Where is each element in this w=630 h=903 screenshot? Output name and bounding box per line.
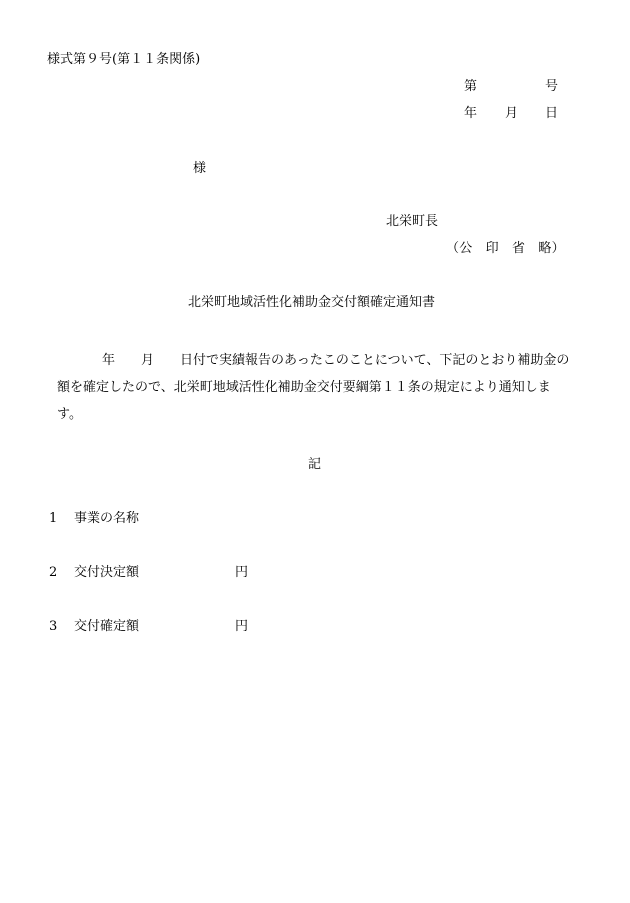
date-day-label: 日 (545, 106, 559, 121)
item-label: 事業の名称 (74, 511, 140, 526)
body-paragraph (47, 347, 587, 428)
item-unit: 円 (235, 619, 249, 634)
form-number: 様式第９号(第１１条関係) (47, 52, 201, 67)
seal-omitted-note: （公 印 省 略） (446, 241, 565, 256)
document-number-label: 第 (464, 79, 478, 94)
issuer-name: 北栄町長 (386, 214, 439, 229)
item-number: 3 (49, 619, 58, 634)
item-unit: 円 (235, 565, 249, 580)
item-label: 交付決定額 (74, 565, 140, 580)
addressee-honorific: 様 (193, 161, 207, 176)
document-title: 北栄町地域活性化補助金交付額確定通知書 (188, 295, 436, 310)
body-line-2: 額を確定したので、北栄町地域活性化補助金交付要綱第１１条の規定により通知しま (57, 380, 551, 395)
body-line-1: 年 月 日付で実績報告のあったこのことについて、下記のとおり補助金の (102, 353, 570, 368)
item-number: 2 (49, 565, 58, 580)
date-year-label: 年 (464, 106, 478, 121)
item-label: 交付確定額 (74, 619, 140, 634)
date-month-label: 月 (505, 106, 519, 121)
body-line-3: す。 (57, 407, 82, 422)
ki-heading: 記 (308, 457, 322, 472)
item-number: 1 (49, 511, 58, 526)
document-number-suffix: 号 (545, 79, 559, 94)
